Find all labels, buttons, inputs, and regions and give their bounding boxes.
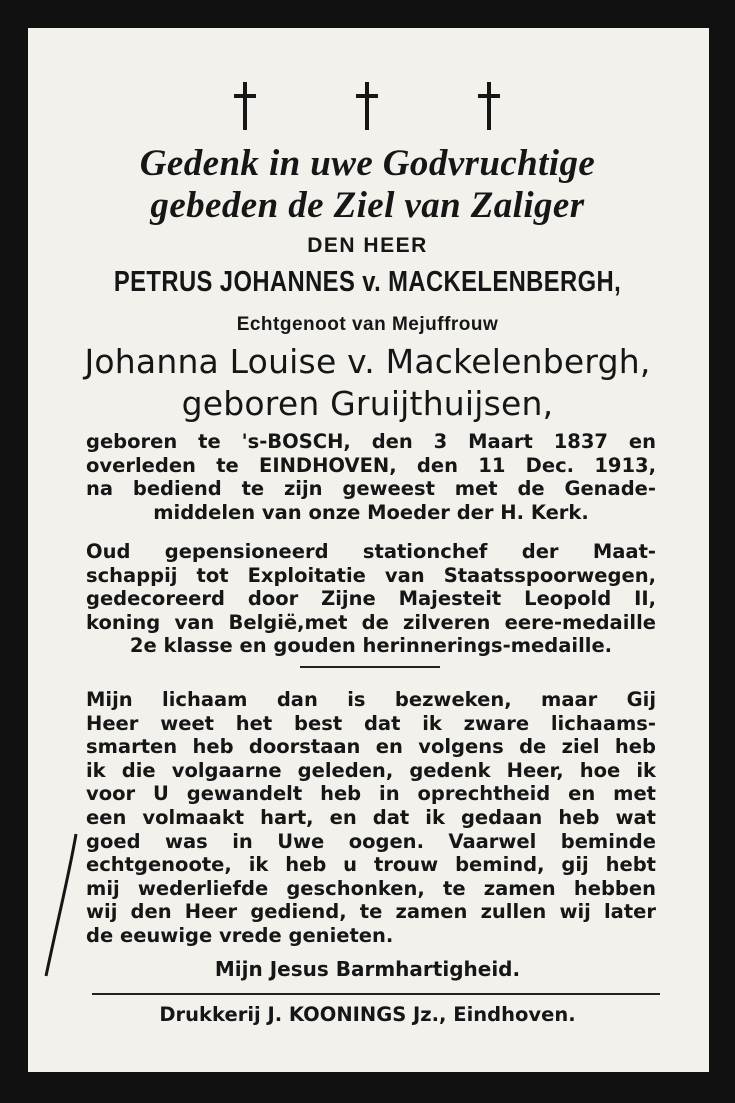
divider-short	[300, 666, 440, 668]
spouse-maiden-name: geboren Gruijthuijsen,	[181, 384, 554, 423]
deceased-name: PETRUS JOHANNES v. MACKELENBERGH,	[113, 266, 622, 298]
margin-pen-stroke	[40, 830, 80, 980]
career-paragraph	[86, 540, 656, 658]
cross-icon	[354, 82, 380, 130]
spouse-name: Johanna Louise v. Mackelenbergh,	[84, 342, 651, 381]
printer-credit: Drukkerij J. KOONINGS Jz., Eindhoven.	[159, 1003, 576, 1026]
text-line: gedecoreerd door Zijne Majesteit Leopold II,	[86, 587, 656, 611]
text-line: smarten heb doorstaan en volgens de ziel heb	[86, 735, 656, 759]
text-line: geboren te 's-BOSCH, den 3 Maart 1837 en	[86, 430, 656, 453]
text-line: ik die volgaarne geleden, gedenk Heer, hoe ik	[86, 758, 656, 782]
text-line: Heer weet het best dat ik zware lichaams-	[86, 711, 656, 735]
cross-icon	[232, 82, 258, 130]
text-line: echtgenoote, ik heb u trouw bemind, gij hebt	[86, 853, 656, 877]
birth-death-paragraph	[86, 430, 656, 524]
text-line: 2e klasse en gouden herinnerings-medaille.	[129, 634, 613, 658]
text-line: na bediend te zijn geweest met de Genade-	[86, 477, 656, 501]
honorific: DEN HEER	[307, 234, 428, 257]
text-line: de eeuwige vrede genieten.	[86, 923, 394, 947]
text-line: Mijn lichaam dan is bezweken, maar Gij	[86, 688, 656, 711]
text-line: overleden te EINDHOVEN, den 11 Dec. 1913,	[86, 453, 656, 477]
heading-line-1: Gedenk in uwe Godvruchtige	[139, 143, 596, 184]
closing-invocation: Mijn Jesus Barmhartigheid.	[214, 957, 521, 981]
text-line: koning van België,met de zilveren eere-medaille	[86, 610, 656, 634]
crosses-row	[0, 82, 735, 142]
text-line: middelen van onze Moeder der H. Kerk.	[153, 500, 589, 524]
text-line: mij wederliefde geschonken, te zamen hebben	[86, 876, 656, 900]
text-line: een volmaakt hart, en dat ik gedaan heb wat	[86, 805, 656, 829]
cross-icon	[476, 82, 502, 130]
spouse-intro: Echtgenoot van Mejuffrouw	[236, 314, 499, 335]
prayer-paragraph	[86, 688, 656, 948]
text-line: goed was in Uwe oogen. Vaarwel beminde	[86, 829, 656, 853]
text-line: wij den Heer gediend, te zamen zullen wij later	[86, 900, 656, 924]
text-line: voor U gewandelt heb in oprechtheid en met	[86, 782, 656, 806]
divider-long	[92, 993, 660, 995]
text-line: schappij tot Exploitatie van Staatsspoorwegen,	[86, 563, 656, 587]
text-line: Oud gepensioneerd stationchef der Maat-	[86, 540, 656, 563]
heading-line-2: gebeden de Ziel van Zaliger	[150, 185, 585, 226]
